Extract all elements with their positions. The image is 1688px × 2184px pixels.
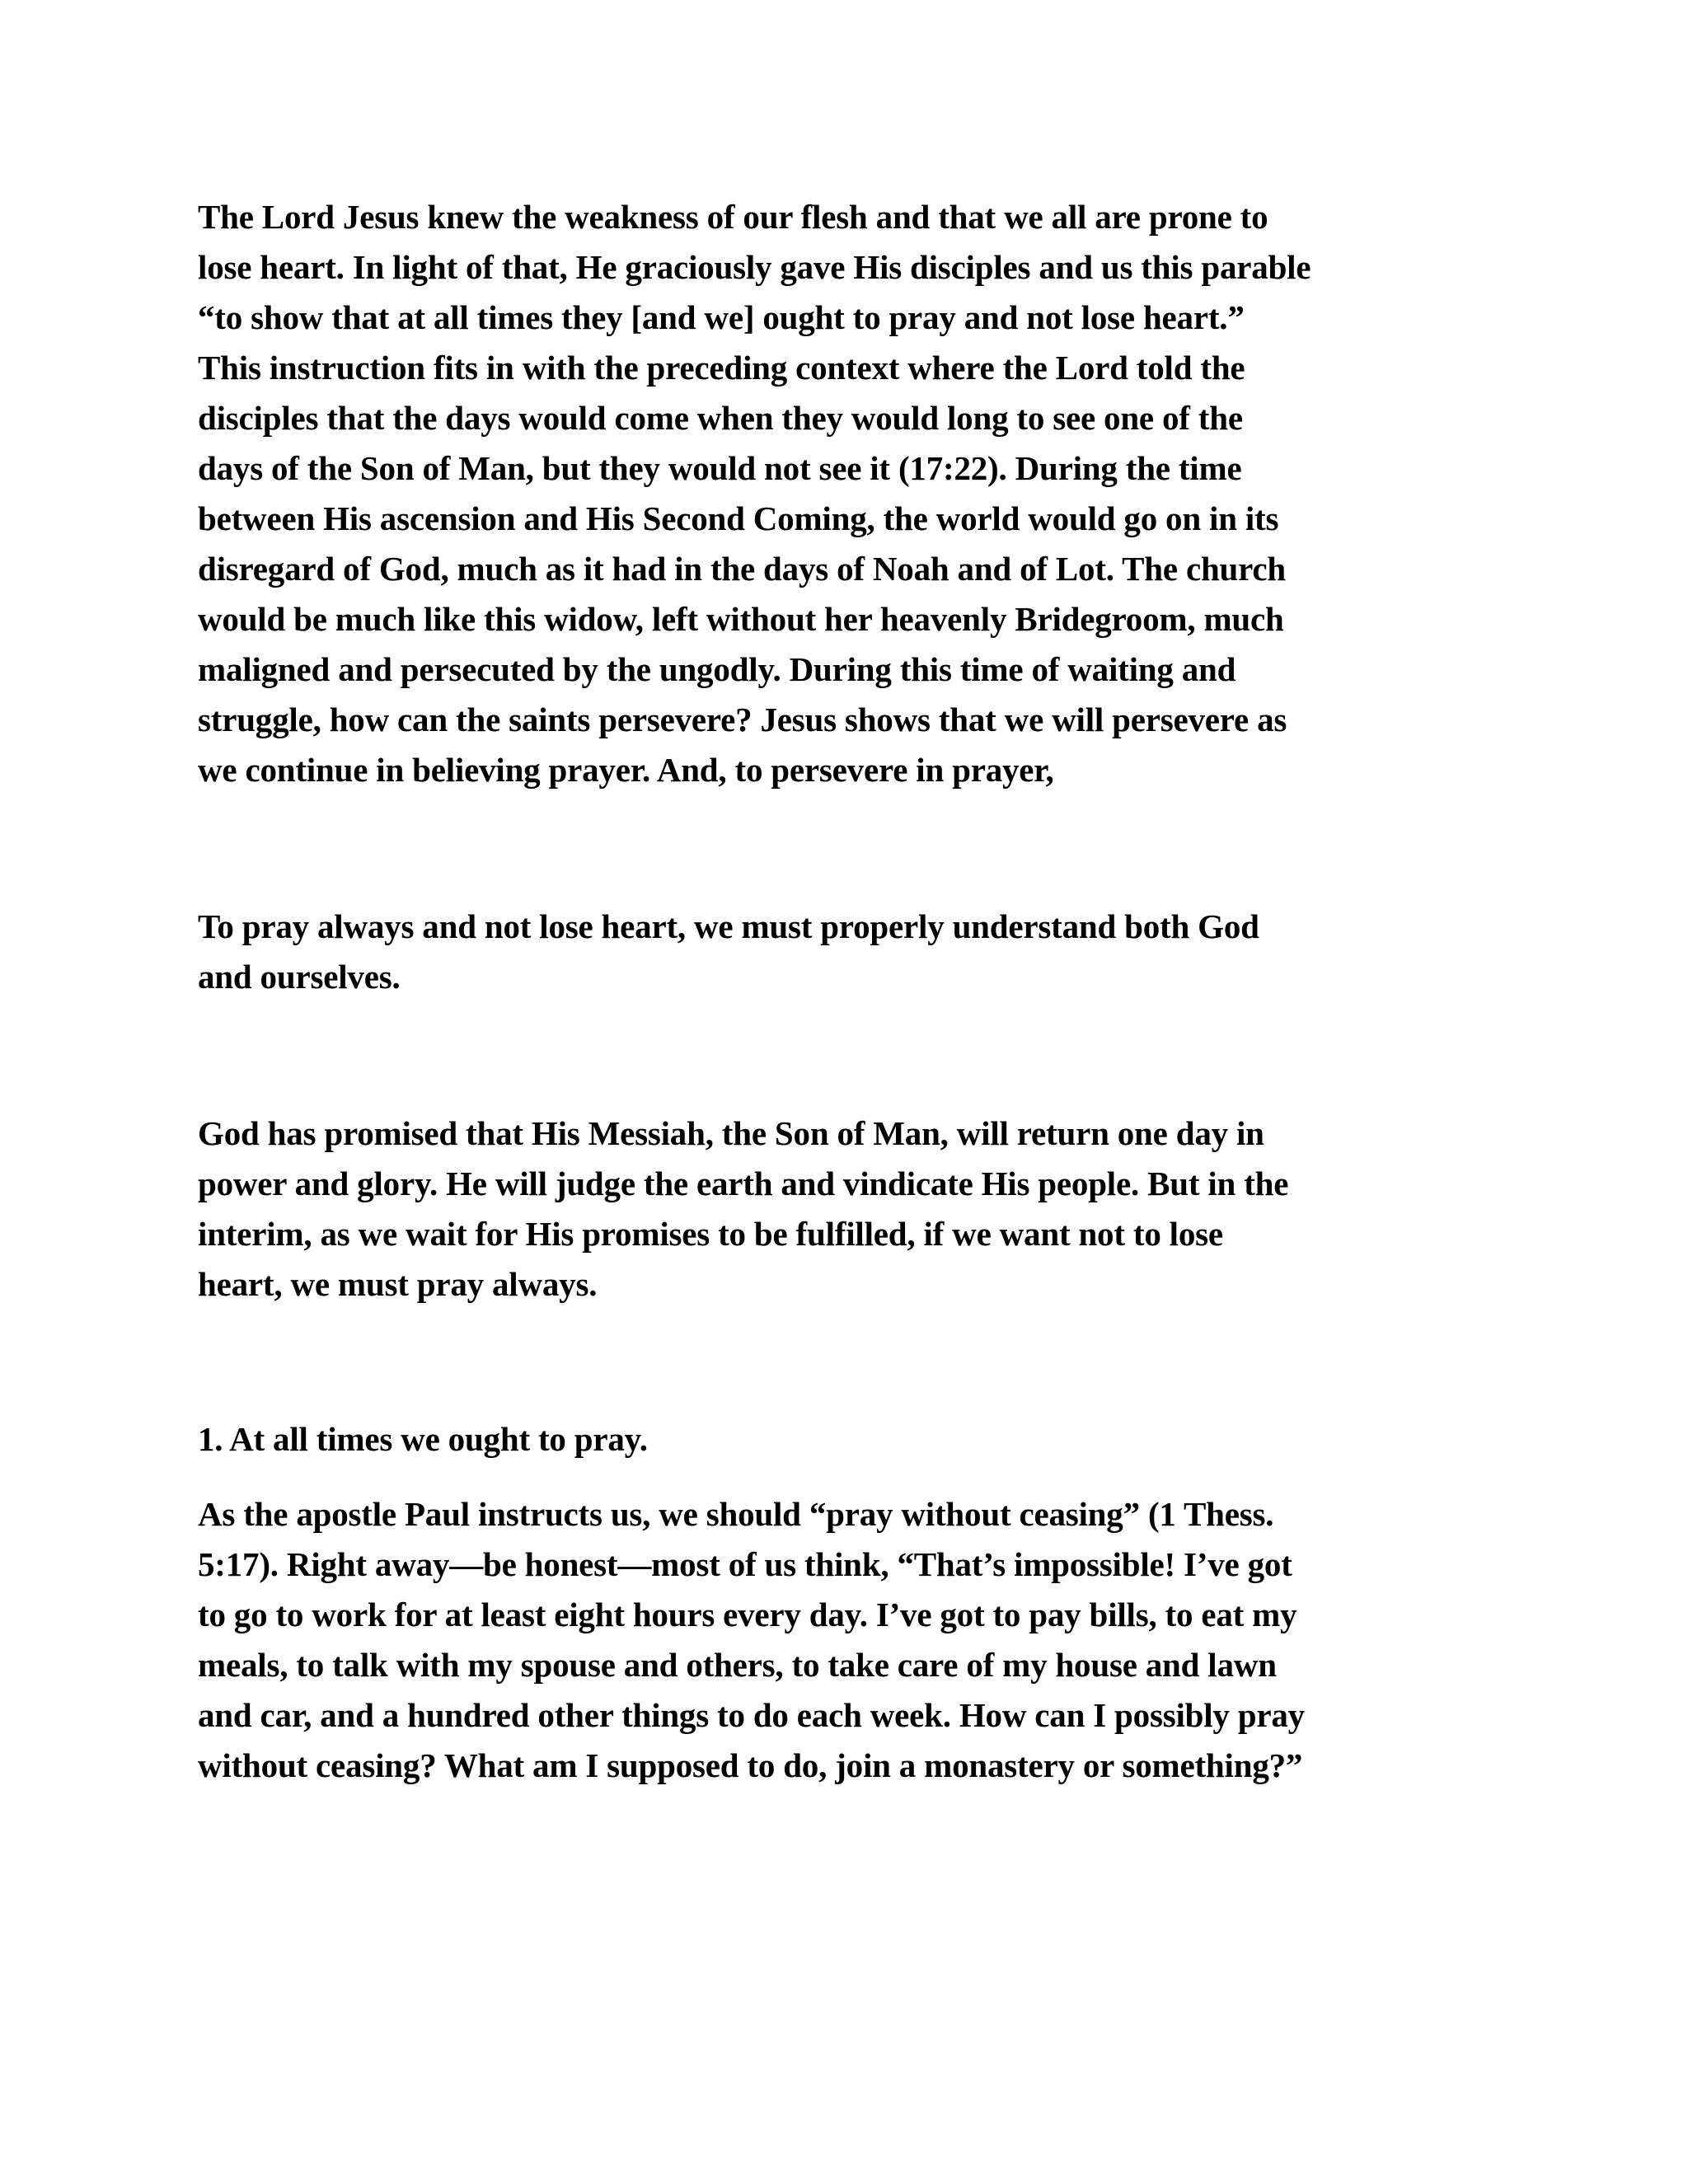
paragraph-1-line: would be much like this widow, left without her heavenly Bridegroom, much	[198, 600, 1284, 638]
paragraph-1-line: The Lord Jesus knew the weakness of our flesh and that we all are prone to	[198, 198, 1268, 236]
paragraph-1-line: “to show that at all times they [and we] ought to pray and not lose heart.”	[198, 298, 1245, 336]
paragraph-1-line: lose heart. In light of that, He graciously gave His disciples and us this parable	[198, 248, 1311, 286]
paragraph-2-line: and ourselves.	[198, 958, 401, 996]
paragraph-4-line: As the apostle Paul instructs us, we should “pray without ceasing” (1 Thess.	[198, 1495, 1274, 1533]
paragraph-1-line: disregard of God, much as it had in the days of Noah and of Lot. The church	[198, 550, 1287, 588]
paragraph-4-line: without ceasing? What am I supposed to do, join a monastery or something?”	[198, 1746, 1303, 1784]
section-heading: 1. At all times we ought to pray.	[198, 1420, 648, 1458]
paragraph-4-line: to go to work for at least eight hours every day. I’ve got to pay bills, to eat my	[198, 1596, 1297, 1633]
paragraph-3-line: interim, as we wait for His promises to be fulfilled, if we want not to lose	[198, 1215, 1223, 1253]
paragraph-4-line: and car, and a hundred other things to do each week. How can I possibly pray	[198, 1696, 1305, 1734]
paragraph-1-line: maligned and persecuted by the ungodly. During this time of waiting and	[198, 650, 1236, 688]
paragraph-1-line: days of the Son of Man, but they would not see it (17:22). During the time	[198, 449, 1242, 487]
paragraph-1-line: disciples that the days would come when they would long to see one of the	[198, 399, 1243, 437]
paragraph-4-line: meals, to talk with my spouse and others, to take care of my house and lawn	[198, 1646, 1277, 1684]
paragraph-1-line: struggle, how can the saints persevere? Jesus shows that we will persevere as	[198, 701, 1287, 738]
paragraph-4-line: 5:17). Right away—be honest—most of us think, “That’s impossible! I’ve got	[198, 1545, 1292, 1583]
paragraph-3-line: power and glory. He will judge the earth and vindicate His people. But in the	[198, 1165, 1289, 1202]
paragraph-1-line: This instruction fits in with the preceding context where the Lord told the	[198, 349, 1245, 387]
paragraph-3-line: heart, we must pray always.	[198, 1265, 598, 1303]
paragraph-3-line: God has promised that His Messiah, the Son of Man, will return one day in	[198, 1114, 1264, 1152]
paragraph-1-line: we continue in believing prayer. And, to persevere in prayer,	[198, 751, 1054, 789]
paragraph-2-line: To pray always and not lose heart, we must properly understand both God	[198, 907, 1259, 945]
paragraph-1-line: between His ascension and His Second Coming, the world would go on in its	[198, 499, 1279, 537]
